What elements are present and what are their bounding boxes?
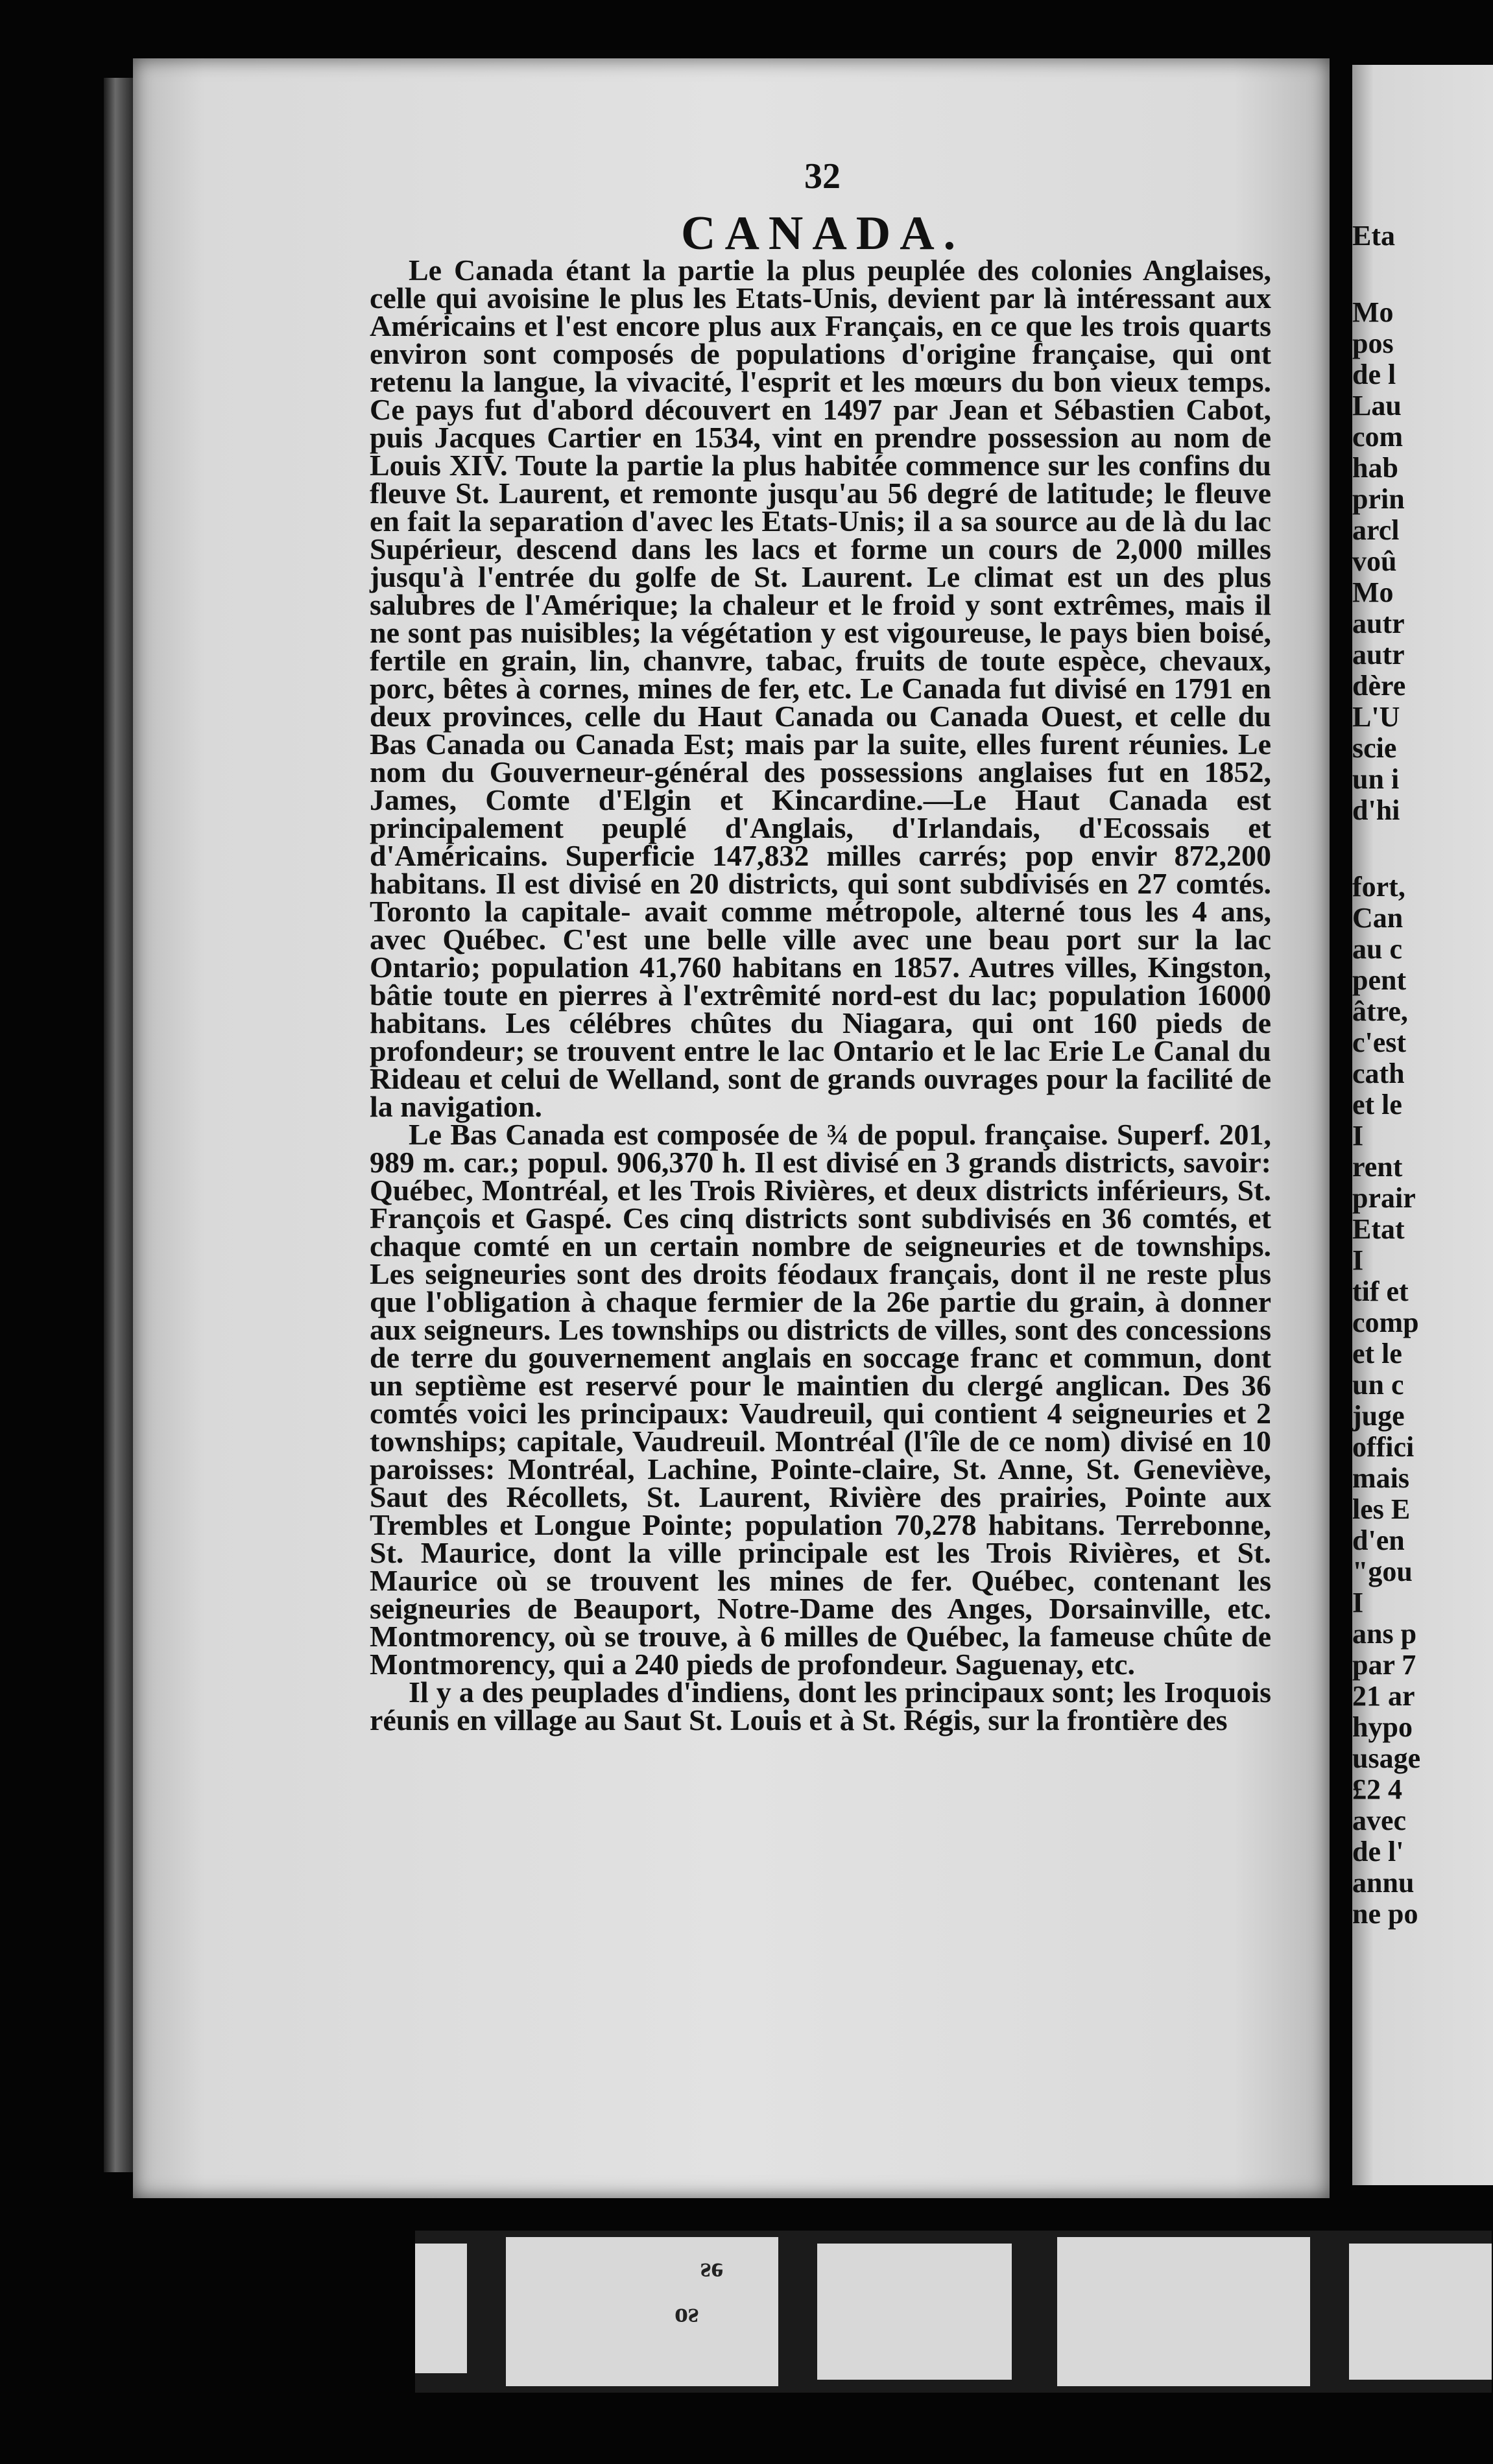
adjacent-page-line: mais — [1352, 1462, 1409, 1494]
paragraph: Le Canada étant la partie la plus peuplée des colonies Anglaises, celle qui avoisine le plus les Etats-Unis, devient par là intéressant aux Américains et l'est encore plus aux Français, en ce que les trois quarts environ sont composés de populations d'origine française, qui ont retenu la langue, la vivacité, l'esprit et les mœurs du bon vieux temps. Ce pays fut d'abord découvert en 1497 par Jean et Sébastien Cabot, puis Jacques Cartier en 1534, vint en prendre possession au nom de Louis XIV. Toute la partie la plus habitée commence sur les confins du fleuve St. Laurent, et remonte jusqu'au 56 degré de latitude; le fleuve en fait la separation d'avec les Etats-Unis; il a sa source au de là du lac Supérieur, descend dans les lacs et forme un cours de 2,000 milles jusqu'à l'entrée du golfe de St. Laurent. Le climat est un des plus salubres de l'Amérique; la chaleur et le froid y sont extrêmes, mais il ne sont pas nuisibles; la végétation y est vigoureuse, le pays bien boisé, fertile en grain, lin, chanvre, tabac, fruits de toute espèce, chevaux, porc, bêtes à cornes, mines de fer, etc. Le Canada fut divisé en 1791 en deux provinces, celle du Haut Canada ou Canada Ouest, et celle du Bas Canada ou Canada Est; mais par la suite, elles furent réunies. Le nom du Gouverneur-général des possessions anglaises fut en 1852, James, Comte d'Elgin et Kincardine.—Le Haut Canada est principalement peuplé d'Anglais, d'Irlandais, d'Ecossais et d'Américains. Superficie 147,832 milles carrés; pop envir 872,200 habitans. Il est divisé en 20 districts, qui sont subdivisés en 27 comtés. Toronto la capitale- avait comme métropole, alterné tous les 4 ans, avec Québec. C'est une belle ville avec une beau port sur la lac Ontario; population 41,760 habitans en 1857. Autres villes, Kingston, bâtie toute en pierres à l'extrêmité nord-est du lac; population 16000 habitans. Les célébres chûtes du Niagara, qui ont 160 pieds de profondeur; se trouvent entre le lac Ontario et le lac Erie Le Canal du Rideau et celui de Welland, sont de grands ouvrages pour la facilité de la navigation. — [370, 254, 1271, 1123]
adjacent-page-line: Can — [1352, 902, 1403, 934]
adjacent-page-line: prair — [1352, 1182, 1416, 1214]
adjacent-page-line: voû — [1352, 545, 1397, 577]
adjacent-page-line: rent — [1352, 1151, 1403, 1183]
adjacent-page-line: d'hi — [1352, 794, 1400, 826]
adjacent-page-line: I — [1352, 1587, 1364, 1618]
adjacent-page-line: c'est — [1352, 1026, 1407, 1058]
adjacent-page-line: prin — [1352, 483, 1405, 515]
adjacent-page-line: autr — [1352, 608, 1405, 639]
adjacent-page-line: hab — [1352, 452, 1398, 484]
adjacent-page-line: ne po — [1352, 1898, 1418, 1930]
adjacent-page-line: £2 4 — [1352, 1773, 1402, 1805]
page-number: 32 — [804, 156, 841, 196]
adjacent-page-line: avec — [1352, 1805, 1407, 1836]
mirrored-text: ƨo — [675, 2303, 699, 2332]
adjacent-page-line: 21 ar — [1352, 1680, 1415, 1712]
adjacent-page-line: com — [1352, 421, 1403, 453]
adjacent-page-line: Etat — [1352, 1213, 1405, 1245]
adjacent-page-line: fort, — [1352, 871, 1405, 903]
paper-fragment — [506, 2237, 778, 2386]
adjacent-page-line: annu — [1352, 1867, 1415, 1899]
adjacent-page-line: cath — [1352, 1058, 1405, 1089]
paragraph: Le Bas Canada est composée de ¾ de popul. française. Superf. 201, 989 m. car.; popul. 906,370 h. Il est divisé en 3 grands districts, savoir: Québec, Montréal, et les Trois Rivières, et deux districts inférieurs, St. François et Gaspé. Ces cinq districts sont subdivisés en 36 comtés, et chaque comté en un certain nombre de seigneuries et de townships. Les seigneuries sont des droits féodaux français, dont il ne reste plus que l'obligation à chaque fermier de la 26e partie du grain, à donner aux seigneurs. Les townships ou districts de villes, sont des concessions de terre du gouvernement anglais en soccage franc et commun, dont un septième est reservé pour le maintien du clergé anglican. Des 36 comtés voici les principaux: Vaudreuil, qui contient 4 seigneuries et 2 townships; capitale, Vaudreuil. Montréal (l'île de ce nom) divisé en 10 paroisses: Montréal, Lachine, Pointe-claire, St. Anne, St. Geneviève, Saut des Récollets, St. Laurent, Rivière des prairies, Pointe aux Trembles et Longue Pointe; population 70,278 habitans. Terrebonne, St. Maurice, dont la ville principale est les Trois Rivières, et St. Maurice où se trouvent les mines de fer. Québec, contenant les seigneuries de Beauport, Notre-Dame des Anges, Dorsainville, etc. Montmorency, où se trouve, à 6 milles de Québec, la fameuse chûte de Montmorency, qui a 240 pieds de profondeur. Saguenay, etc. — [370, 1118, 1271, 1681]
page-title: CANADA. — [681, 207, 965, 260]
body-text — [370, 256, 1271, 1734]
paper-fragment — [415, 2244, 467, 2373]
adjacent-page-line: et le — [1352, 1338, 1402, 1369]
adjacent-page-line: Mo — [1352, 296, 1394, 328]
adjacent-page-line: ans p — [1352, 1618, 1417, 1650]
adjacent-page-line: hypo — [1352, 1711, 1413, 1743]
adjacent-page-line: usage — [1352, 1742, 1421, 1774]
adjacent-page — [1352, 65, 1493, 2185]
adjacent-page-line: scie — [1352, 732, 1397, 764]
scan-bottom-strip — [415, 2231, 1492, 2393]
adjacent-page-line — [1352, 252, 1493, 297]
adjacent-page-line: par 7 — [1352, 1649, 1416, 1681]
paper-fragment — [1349, 2244, 1492, 2380]
adjacent-page-line: comp — [1352, 1307, 1419, 1338]
adjacent-page-line: arcl — [1352, 514, 1400, 546]
paragraph: Il y a des peuplades d'indiens, dont les principaux sont; les Iroquois réunis en village au Saut St. Louis et à St. Régis, sur la frontière des — [370, 1676, 1271, 1736]
adjacent-page-line: L'U — [1352, 701, 1400, 733]
adjacent-page-line: un c — [1352, 1369, 1404, 1401]
adjacent-page-line — [1352, 826, 1493, 871]
adjacent-page-line: I — [1352, 1244, 1364, 1276]
adjacent-page-line: les E — [1352, 1493, 1411, 1525]
mirrored-text: ɘƨ — [700, 2257, 723, 2287]
adjacent-page-line: Lau — [1352, 390, 1402, 421]
adjacent-page-text — [1352, 220, 1493, 1930]
adjacent-page-line: pos — [1352, 327, 1394, 359]
adjacent-page-line: pent — [1352, 964, 1407, 996]
paper-fragment — [817, 2244, 1012, 2380]
paper-fragment — [1057, 2237, 1310, 2386]
adjacent-page-line: âtre, — [1352, 995, 1408, 1027]
adjacent-page-line: offici — [1352, 1431, 1415, 1463]
adjacent-page-line: un i — [1352, 763, 1400, 795]
adjacent-page-line: au c — [1352, 933, 1402, 965]
adjacent-page-line: de l — [1352, 359, 1396, 390]
adjacent-page-line: tif et — [1352, 1275, 1409, 1307]
adjacent-page-line: autr — [1352, 639, 1405, 670]
adjacent-page-line: d'en — [1352, 1524, 1405, 1556]
adjacent-page-line: Eta — [1352, 220, 1395, 252]
adjacent-page-line: dère — [1352, 670, 1406, 702]
adjacent-page-line: et le — [1352, 1089, 1402, 1120]
adjacent-page-line: de l' — [1352, 1836, 1404, 1867]
adjacent-page-line: juge — [1352, 1400, 1405, 1432]
adjacent-page-line: "gou — [1352, 1556, 1413, 1587]
binding-edge — [104, 78, 133, 2172]
adjacent-page-line: Mo — [1352, 576, 1394, 608]
adjacent-page-line: I — [1352, 1120, 1364, 1152]
